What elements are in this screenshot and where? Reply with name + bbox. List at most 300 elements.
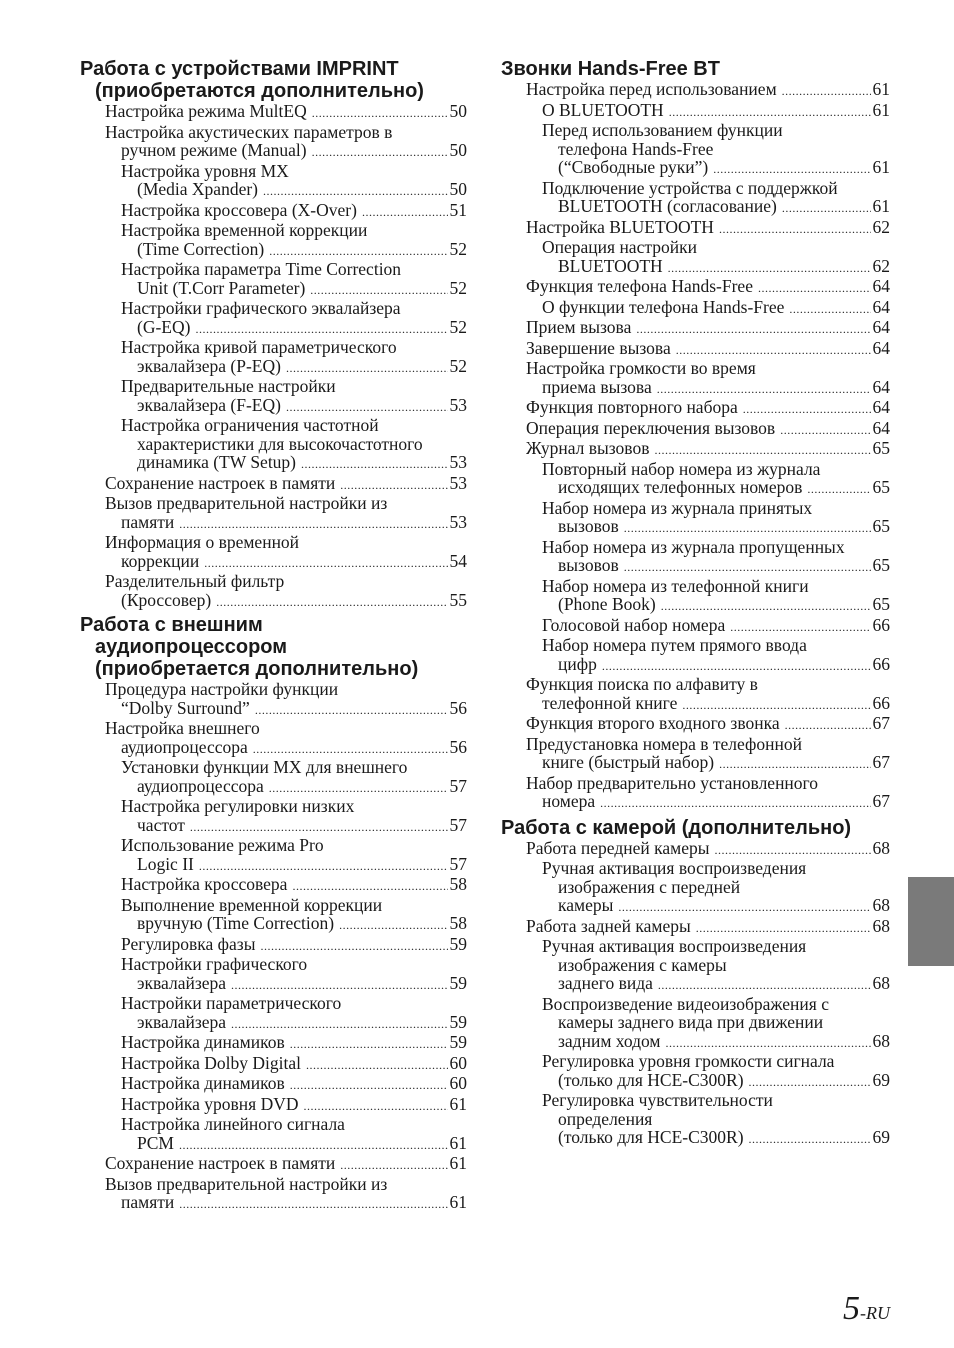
toc-entry-text: Набор номера путем прямого ввода	[542, 635, 807, 655]
dot-leader	[618, 898, 870, 917]
toc-entry[interactable]	[501, 577, 890, 616]
toc-entry-text: Настройка кроссовера	[121, 874, 288, 894]
dot-leader	[301, 455, 447, 474]
toc-page-number: 62	[872, 216, 890, 237]
toc-entry[interactable]	[501, 277, 890, 298]
dot-leader	[306, 1056, 447, 1075]
toc-entry-text: книге (быстрый набор)	[542, 752, 715, 772]
toc-entry-text: Сохранение настроек в памяти	[105, 472, 336, 493]
toc-entry[interactable]	[80, 221, 467, 260]
toc-entry[interactable]	[501, 80, 890, 101]
toc-entry[interactable]	[501, 359, 890, 398]
toc-page-number: 65	[872, 555, 890, 575]
toc-entry-text: камеры	[558, 895, 614, 915]
toc-page-number: 68	[872, 895, 890, 915]
toc-entry[interactable]	[80, 680, 467, 719]
dot-leader	[624, 519, 871, 538]
dot-leader	[602, 657, 871, 676]
dot-leader	[179, 515, 447, 534]
toc-page-number: 61	[872, 99, 890, 120]
toc-entry-text: изображения с передней	[558, 876, 741, 897]
dot-leader	[231, 1015, 447, 1034]
toc-entry[interactable]	[501, 238, 890, 277]
toc-page-number: 59	[449, 933, 467, 954]
toc-page-number: 68	[872, 973, 890, 993]
toc-entry-text: Операция настройки	[542, 237, 697, 257]
section-title	[501, 58, 890, 80]
dot-leader	[340, 476, 447, 495]
toc-page-number: 65	[872, 516, 890, 536]
toc-entry[interactable]	[80, 299, 467, 338]
toc-page-number: 59	[449, 1011, 467, 1032]
section-tab-marker	[908, 877, 954, 966]
dot-leader	[661, 597, 871, 616]
toc-entry-text: Процедура настройки функции	[105, 679, 339, 699]
toc-entry[interactable]	[80, 758, 467, 797]
toc-entry[interactable]	[80, 1074, 467, 1095]
section-title-line: аудиопроцессором	[95, 636, 288, 658]
toc-entry-text: аудиопроцессора	[137, 775, 264, 796]
toc-entry-text: цифр	[558, 653, 597, 674]
toc-page-number: 68	[872, 1030, 890, 1051]
toc-page-number: 64	[872, 317, 890, 337]
dot-leader	[263, 182, 448, 201]
dot-leader	[286, 398, 448, 417]
toc-page-number: 65	[872, 594, 890, 614]
toc-entry[interactable]	[501, 995, 890, 1053]
section-title-line: Работа с внешним	[80, 614, 263, 636]
toc-entry-text: О BLUETOOTH	[542, 99, 664, 120]
toc-page-number: 50	[449, 140, 467, 160]
toc-page-number: 61	[449, 1132, 467, 1153]
dot-leader	[304, 1097, 448, 1116]
toc-entry-text: Настройка акустических параметров в	[105, 121, 393, 142]
toc-page-number: 60	[449, 1052, 467, 1073]
toc-entry-text: эквалайзера	[137, 972, 227, 993]
toc-entry-text: Настройка линейного сигнала	[121, 1114, 345, 1134]
toc-entry-text: Настройка временной коррекции	[121, 220, 368, 240]
toc-entry-text: Предварительные настройки	[121, 376, 336, 396]
toc-entry[interactable]	[501, 839, 890, 860]
toc-page-number: 57	[449, 814, 467, 835]
toc-entry[interactable]	[501, 917, 890, 938]
dot-leader	[269, 242, 447, 261]
page-number	[843, 1290, 890, 1328]
toc-entry[interactable]	[501, 538, 890, 577]
toc-entry[interactable]	[501, 419, 890, 440]
toc-list	[80, 680, 467, 1214]
toc-page-number: 53	[449, 394, 467, 415]
dot-leader	[290, 1076, 448, 1095]
dot-leader	[749, 1130, 871, 1149]
toc-list	[80, 102, 467, 611]
section-title	[501, 817, 890, 839]
dot-leader	[696, 919, 871, 938]
section-title	[80, 614, 467, 680]
toc-entry[interactable]	[501, 339, 890, 360]
toc-page-number: 56	[449, 697, 467, 718]
toc-page-number: 66	[872, 614, 890, 635]
toc-page-number: 68	[872, 837, 890, 858]
toc-entry[interactable]	[501, 616, 890, 637]
toc-entry-text: эквалайзера (F-EQ)	[137, 394, 281, 415]
toc-entry[interactable]	[80, 416, 467, 474]
toc-entry[interactable]	[501, 179, 890, 218]
toc-entry-text: вызовов	[558, 555, 619, 575]
toc-entry-text: эквалайзера (P-EQ)	[137, 355, 281, 376]
toc-entry[interactable]	[80, 935, 467, 956]
toc-entry-text: вызовов	[558, 516, 619, 536]
dot-leader	[290, 1035, 448, 1054]
toc-entry[interactable]	[501, 1091, 890, 1149]
toc-page-number: 54	[449, 550, 467, 571]
toc-entry-text: приема вызова	[542, 376, 652, 397]
toc-entry[interactable]	[501, 398, 890, 419]
toc-entry[interactable]	[80, 377, 467, 416]
toc-entry-text: Регулировка фазы	[121, 933, 256, 954]
toc-entry-text: заднего вида	[558, 973, 653, 993]
toc-entry-text: Ручная активация воспроизведения	[542, 936, 807, 956]
toc-entry-text: задним ходом	[558, 1030, 661, 1051]
toc-entry[interactable]	[501, 714, 890, 735]
dot-leader	[749, 1073, 871, 1092]
toc-entry[interactable]	[501, 298, 890, 319]
toc-entry-text: Настройка параметра Time Correction	[121, 259, 402, 279]
toc-page-number: 58	[449, 913, 467, 933]
toc-entry-text: Настройка BLUETOOTH	[526, 216, 714, 237]
toc-page-number: 52	[449, 238, 467, 259]
toc-page-number: 69	[872, 1127, 890, 1147]
dot-leader	[624, 558, 871, 577]
toc-entry-text: Функция поиска по алфавиту в	[526, 674, 758, 694]
toc-entry-text: Регулировка чувствительности	[542, 1090, 773, 1110]
toc-entry-text: Выполнение временной коррекции	[121, 894, 383, 915]
toc-entry-text: памяти	[121, 511, 175, 532]
section-title-line: Работа с устройствами IMPRINT	[80, 58, 399, 80]
dot-leader	[789, 300, 870, 319]
dot-leader	[310, 281, 447, 300]
dot-leader	[340, 1156, 447, 1175]
toc-entry-text: телефонной книге	[542, 692, 678, 713]
toc-entry-text: Набор номера из журнала пропущенных	[542, 536, 845, 557]
toc-page-number: 64	[872, 397, 890, 417]
dot-leader	[669, 103, 871, 122]
toc-entry[interactable]	[501, 1052, 890, 1091]
toc-entry-text: О функции телефона Hands-Free	[542, 296, 785, 317]
toc-entry[interactable]	[501, 218, 890, 239]
toc-entry-text: (только для HCE-C300R)	[558, 1069, 744, 1090]
toc-entry[interactable]	[80, 994, 467, 1033]
dot-leader	[216, 593, 447, 612]
toc-page-number: 53	[449, 472, 467, 493]
toc-entry-text: Настройка перед использованием	[526, 79, 777, 99]
toc-entry[interactable]	[501, 636, 890, 675]
dot-leader	[719, 220, 871, 239]
toc-entry[interactable]	[80, 896, 467, 935]
page-number-value: 5	[843, 1290, 860, 1327]
toc-entry-text: Настройка уровня DVD	[121, 1093, 299, 1114]
toc-entry-text: Настройки графического эквалайзера	[121, 298, 401, 318]
toc-entry-text: Настройка кроссовера (X-Over)	[121, 199, 357, 220]
dot-leader	[666, 1034, 871, 1053]
dot-leader	[668, 259, 871, 278]
dot-leader	[658, 976, 871, 995]
section-title-line: Звонки Hands-Free BT	[501, 58, 720, 80]
toc-entry-text: Информация о временной	[105, 532, 300, 552]
toc-page-number: 56	[449, 736, 467, 757]
toc-page-number: 69	[872, 1069, 890, 1090]
toc-page-number: 53	[449, 452, 467, 472]
toc-page-number: 55	[449, 589, 467, 610]
toc-entry-text: динамика (TW Setup)	[137, 452, 297, 472]
toc-page-number: 61	[449, 1093, 467, 1114]
dot-leader	[231, 976, 447, 995]
toc-entry-text: PCM	[137, 1132, 174, 1153]
toc-left-column	[80, 58, 467, 1217]
dot-leader	[179, 1195, 447, 1214]
dot-leader	[636, 320, 870, 339]
toc-entry-text: Настройка внешнего	[105, 718, 260, 738]
toc-page-number: 59	[449, 972, 467, 993]
toc-entry[interactable]	[80, 260, 467, 299]
toc-page-number: 50	[449, 179, 467, 199]
toc-entry-text: Настройка уровня MX	[121, 160, 289, 181]
toc-entry-text: (Кроссовер)	[121, 589, 212, 610]
section-title-line: (приобретаются дополнительно)	[95, 80, 424, 102]
toc-entry[interactable]	[80, 1033, 467, 1054]
toc-entry[interactable]	[501, 101, 890, 122]
toc-entry[interactable]	[80, 162, 467, 201]
toc-entry-text: Функция второго входного звонка	[526, 713, 780, 733]
toc-page-number: 65	[872, 477, 890, 497]
toc-entry-text: Набор предварительно установленного	[526, 772, 819, 793]
dot-leader	[204, 554, 447, 573]
toc-page-number: 64	[872, 376, 890, 397]
toc-page-number: 68	[872, 915, 890, 936]
toc-entry-text: исходящих телефонных номеров	[558, 477, 803, 497]
section-title-line: (приобретается дополнительно)	[95, 658, 419, 680]
dot-leader	[654, 441, 870, 460]
toc-entry-text: Настройка громкости во время	[526, 358, 756, 378]
dot-leader	[286, 359, 448, 378]
toc-page-number: 67	[872, 713, 890, 733]
dot-leader	[785, 716, 871, 735]
toc-entry-text: изображения с камеры	[558, 954, 727, 975]
toc-entry-text: Работа задней камеры	[526, 915, 691, 936]
toc-entry[interactable]	[80, 1154, 467, 1175]
dot-leader	[292, 877, 447, 896]
dot-leader	[600, 794, 870, 813]
toc-entry[interactable]	[501, 937, 890, 995]
toc-entry-text: характеристики для высокочастотного	[137, 433, 423, 454]
toc-page-number: 60	[449, 1073, 467, 1093]
toc-entry-text: Подключение устройства с поддержкой	[542, 177, 838, 198]
dot-leader	[339, 916, 447, 935]
toc-entry[interactable]	[501, 121, 890, 179]
toc-entry-text: Предустановка номера в телефонной	[526, 733, 802, 754]
toc-entry[interactable]	[501, 735, 890, 774]
toc-entry[interactable]	[80, 1115, 467, 1154]
toc-list	[501, 80, 890, 813]
toc-page-number: 64	[872, 417, 890, 438]
toc-entry-text: Повторный набор номера из журнала	[542, 458, 821, 479]
toc-entry-text: Работа передней камеры	[526, 837, 710, 858]
toc-entry[interactable]	[501, 460, 890, 499]
toc-page-number: 52	[449, 277, 467, 298]
toc-page-number: 58	[449, 874, 467, 894]
toc-page-number: 61	[872, 196, 890, 216]
toc-entry-text: Вызов предварительной настройки из	[105, 1173, 388, 1194]
toc-entry-text: (Phone Book)	[558, 594, 656, 614]
toc-entry[interactable]	[80, 1054, 467, 1075]
toc-page-number: 64	[872, 276, 890, 296]
toc-entry[interactable]	[80, 836, 467, 875]
toc-entry-text: (только для HCE-C300R)	[558, 1127, 744, 1147]
toc-entry-text: (G-EQ)	[137, 316, 191, 337]
toc-entry[interactable]	[80, 123, 467, 162]
toc-page-number: 61	[449, 1192, 467, 1212]
toc-entry-text: Настройка Dolby Digital	[121, 1052, 302, 1073]
toc-entry-text: Завершение вызова	[526, 337, 671, 358]
dot-leader	[780, 421, 870, 440]
toc-entry-text: вручную (Time Correction)	[137, 913, 335, 933]
toc-entry-text: Набор номера из журнала принятых	[542, 497, 813, 518]
section-title-line: Работа с камерой (дополнительно)	[501, 816, 852, 839]
toc-entry-text: Перед использованием функции	[542, 120, 783, 140]
toc-page-number: 51	[449, 199, 467, 220]
toc-entry[interactable]	[501, 774, 890, 813]
toc-page-number: 66	[872, 692, 890, 713]
dot-leader	[714, 841, 870, 860]
toc-entry-text: BLUETOOTH	[558, 255, 663, 276]
page-number-suffix: -RU	[860, 1303, 890, 1323]
toc-entry-text: частот	[137, 814, 185, 835]
toc-entry-text: Unit (T.Corr Parameter)	[137, 277, 306, 298]
toc-entry-text: Установки функции MX для внешнего	[121, 757, 408, 777]
toc-entry[interactable]	[501, 859, 890, 917]
toc-entry-text: Голосовой набор номера	[542, 614, 726, 635]
toc-entry-text: телефона Hands-Free	[558, 138, 714, 159]
toc-page-number: 50	[449, 101, 467, 121]
dot-leader	[199, 857, 448, 876]
toc-entry-text: Набор номера из телефонной книги	[542, 575, 809, 596]
toc-page-number: 53	[449, 511, 467, 532]
toc-entry-text: Журнал вызовов	[526, 438, 650, 458]
dot-leader	[255, 701, 448, 720]
dot-leader	[190, 818, 448, 837]
toc-entry-text: (Media Xpander)	[137, 179, 258, 199]
toc-entry-text: Настройки параметрического	[121, 993, 342, 1013]
toc-entry-text: Ручная активация воспроизведения	[542, 858, 807, 878]
toc-page-number: 64	[872, 337, 890, 358]
toc-entry-text: “Dolby Surround”	[121, 697, 250, 718]
toc-entry[interactable]	[80, 797, 467, 836]
toc-entry-text: Настройка режима MultEQ	[105, 101, 307, 121]
toc-entry-text: коррекции	[121, 550, 200, 571]
dot-leader	[782, 199, 871, 218]
toc-list	[501, 839, 890, 1149]
dot-leader	[807, 480, 870, 499]
toc-entry[interactable]	[80, 1175, 467, 1214]
dot-leader	[782, 82, 871, 101]
dot-leader	[195, 320, 447, 339]
toc-entry[interactable]	[501, 675, 890, 714]
toc-entry-text: аудиопроцессора	[121, 736, 248, 757]
toc-page-number: 61	[872, 157, 890, 177]
toc-entry[interactable]	[501, 499, 890, 538]
toc-entry[interactable]	[80, 494, 467, 533]
toc-entry-text: эквалайзера	[137, 1011, 227, 1032]
toc-entry[interactable]	[80, 875, 467, 896]
toc-page-number: 57	[449, 775, 467, 796]
toc-page-number: 61	[449, 1153, 467, 1173]
dot-leader	[657, 380, 871, 399]
toc-entry-text: Регулировка уровня громкости сигнала	[542, 1051, 835, 1071]
toc-entry-text: памяти	[121, 1192, 175, 1212]
toc-page-number: 66	[872, 653, 890, 674]
toc-entry-text: Операция переключения вызовов	[526, 417, 776, 438]
toc-entry-text: (Time Correction)	[137, 238, 265, 259]
toc-entry-text: Разделительный фильтр	[105, 571, 285, 591]
toc-page-number: 64	[872, 296, 890, 317]
toc-entry-text: Настройки графического	[121, 954, 308, 974]
toc-entry[interactable]	[80, 474, 467, 495]
toc-page-number: 62	[872, 255, 890, 276]
toc-entry-text: Воспроизведение видеоизображения с	[542, 993, 829, 1014]
toc-entry[interactable]	[80, 719, 467, 758]
toc-entry-text: Настройка динамиков	[121, 1073, 285, 1093]
dot-leader	[362, 203, 448, 222]
toc-entry-text: Настройка кривой параметрического	[121, 337, 397, 357]
toc-entry[interactable]	[501, 318, 890, 339]
toc-entry[interactable]	[80, 572, 467, 611]
toc-entry-text: Настройка ограничения частотной	[121, 415, 379, 435]
toc-entry-text: номера	[542, 791, 596, 811]
toc-entry-text: Настройка динамиков	[121, 1032, 285, 1052]
dot-leader	[260, 937, 447, 956]
toc-entry-text: камеры заднего вида при движении	[558, 1012, 824, 1032]
section-title	[80, 58, 467, 102]
toc-entry[interactable]	[501, 439, 890, 460]
dot-leader	[179, 1136, 448, 1155]
dot-leader	[253, 740, 448, 759]
toc-entry[interactable]	[80, 201, 467, 222]
dot-leader	[730, 618, 870, 637]
toc-page-number: 65	[872, 438, 890, 458]
toc-entry[interactable]	[80, 338, 467, 377]
toc-entry[interactable]	[80, 102, 467, 123]
toc-entry-text: определения	[558, 1108, 653, 1129]
toc-page-number: 57	[449, 853, 467, 874]
toc-entry-text: (“Свободные руки”)	[558, 157, 709, 177]
toc-entry[interactable]	[80, 955, 467, 994]
toc-page-number: 52	[449, 355, 467, 376]
toc-entry[interactable]	[80, 533, 467, 572]
toc-entry-text: BLUETOOTH (согласование)	[558, 196, 777, 216]
toc-entry-text: Функция повторного набора	[526, 397, 738, 417]
dot-leader	[682, 696, 870, 715]
dot-leader	[676, 341, 871, 360]
dot-leader	[312, 143, 448, 162]
toc-entry[interactable]	[80, 1095, 467, 1116]
toc-page-number: 59	[449, 1032, 467, 1052]
toc-entry-text: Использование режима Pro	[121, 835, 324, 855]
dot-leader	[269, 779, 448, 798]
dot-leader	[719, 755, 870, 774]
toc-page-number: 52	[449, 316, 467, 337]
toc-entry-text: Вызов предварительной настройки из	[105, 493, 388, 513]
toc-entry-text: Сохранение настроек в памяти	[105, 1153, 336, 1173]
